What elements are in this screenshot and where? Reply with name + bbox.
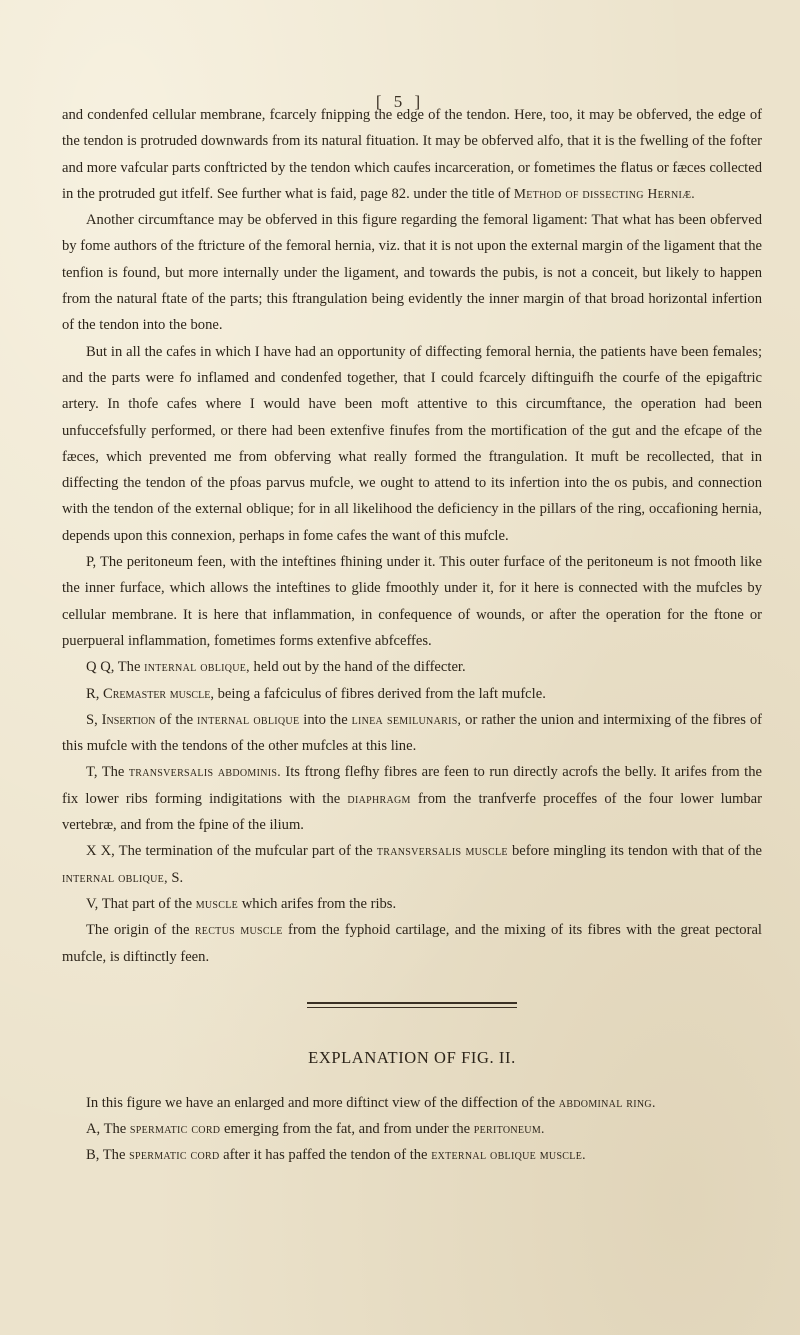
small-caps-term: external oblique muscle. [431,1147,586,1163]
main-text [62,102,762,970]
figure-label-term: Cremaster muscle, [103,685,214,702]
small-caps-term: transversalis abdominis. [128,764,281,780]
paragraph [62,759,762,838]
small-caps-term: rectus muscle [194,922,283,938]
text-run: A, The [86,1121,130,1138]
text-run: Another circumftance may be obferved in this figure regarding the femoral ligament: That what has been obferved by fome authors of the ftricture of the femoral hernia, viz. that it is not upon the external margin of the ligament that the tenfion is found, but more internally under the ligament, and towards the pubis, is not a conceit, but likely to happen from the natural ftate of the parts; this ftrangulation being evidently the inner margin of that broad horizontal infertion of the tendon into the bone. [62,212,762,334]
paragraph [62,917,762,970]
small-caps-term: spermatic cord [129,1121,221,1137]
small-caps-term: muscle [195,895,239,911]
text-run: and condenfed cellular membrane, fcarcely fnipping the edge of the tendon. Here, too, it may be obferved, the edge of the tendon is protruded downwards from its natural fituation. It may be obferved alfo, that it is the fwelling of the fofter and more vafcular parts conftricted by the tendon which caufes incarceration, or fometimes the flatus or fæces collected in the protruded gut itfelf. See further what is faid, page 82. under the title of [62,107,762,202]
text-run: X X, The termination of the mufcular part of the [86,843,377,860]
text-run: after it has paffed the tendon of the [219,1147,432,1164]
small-caps-term: abdominal ring. [558,1094,656,1110]
text-run: But in all the cafes in which I have had an opportunity of diffecting femoral hernia, the patients have been females; and the parts were fo inflamed and condenfed together, that I could fcarcely diftinguifh the courfe of the epigaftric artery. In thofe cafes where I would have been moft attentive to this circumftance, the operation had been unfuccefsfully performed, or there had been extenfive finufes from the mortification of the gut and the efcape of the fæces, which prevented me from obferving what really formed the ftrangulation. It muft be recollected, that in diffecting the tendon of the pfoas parvus mufcle, we ought to attend to its infertion into the os pubis, and connection with the tendon of the external oblique; for in all likelihood the deficiency in the pillars of the ring, occafioning hernia, depends upon this connexion, perhaps in fome cafes the want of this mufcle. [62,343,762,544]
small-caps-term: Method of dissecting Herniæ. [513,185,695,201]
text-run: R, [86,685,104,702]
explanation-text [62,1090,762,1169]
text-run: from the fyphoid cartilage, and the mixing of its fibres with the great pectoral mufcle, is diftinctly feen. [62,922,762,965]
text-run: being a fafciculus of fibres derived from the laft mufcle. [213,685,546,702]
paragraph [62,102,762,207]
text-run: or rather the union and intermixing of the fibres of this mufcle with the tendons of the other mufcles at this line. [62,711,762,755]
text-run: which arifes from the ribs. [238,895,397,912]
paragraph [62,207,762,338]
paragraph [62,838,762,891]
text-run: from the tranfverfe proceffes of the four lower lumbar vertebræ, and from the fpine of the ilium. [62,790,762,834]
text-run: T, The [86,764,129,781]
text-run: into the [299,711,352,728]
text-run: Q Q, The [86,659,145,676]
small-caps-term: transversalis muscle [376,843,508,859]
text-run: S, [86,711,102,728]
small-caps-term: diaphragm [347,790,411,806]
paragraph [62,1116,762,1142]
text-run: In this figure we have an enlarged and more diftinct view of the diffection of the [86,1094,559,1111]
text-run: The origin of the [86,922,195,939]
figure-label-term: Insertion [101,711,156,728]
paragraph [62,549,762,654]
text-run: before mingling its tendon with that of the [507,843,763,860]
section-divider [307,1002,517,1008]
text-run: S. [167,869,184,886]
paragraph [62,1142,762,1168]
text-run: held out by the hand of the diffecter. [249,659,466,676]
paragraph [62,681,762,707]
text-run: V, That part of the [86,895,196,912]
paragraph [62,654,762,680]
text-run: emerging from the fat, and from under the [220,1121,474,1138]
small-caps-term: peritoneum. [473,1121,545,1137]
small-caps-term: internal oblique, [62,869,168,885]
paragraph [62,707,762,760]
text-run: P, The peritoneum feen, with the inteftines fhining under it. This outer furface of the peritoneum is not fmooth like the inner furface, which allows the inteftines to glide fmoothly under it, for it here is connected with the mufcles by cellular membrane. It is here that inflammation, in confequence of wounds, or after the operation for the ftone or puerpueral inflammation, fometimes forms extenfive abfceffes. [62,554,762,649]
text-run: of the [155,711,198,728]
section-title: EXPLANATION OF FIG. II. [308,1047,516,1067]
small-caps-term: linea semilunaris, [351,711,462,727]
text-run: B, The [86,1147,130,1164]
page-number: [ 5 ] [375,92,425,111]
paragraph [62,339,762,549]
small-caps-term: spermatic cord [129,1147,220,1163]
text-run: Its ftrong flefhy fibres are feen to run directly acrofs the belly. It arifes from the fix lower ribs forming indigitations with the [62,764,763,807]
small-caps-term: internal oblique, [144,659,250,675]
paragraph [62,891,762,917]
small-caps-term: internal oblique [197,711,300,727]
paragraph [62,1090,762,1116]
